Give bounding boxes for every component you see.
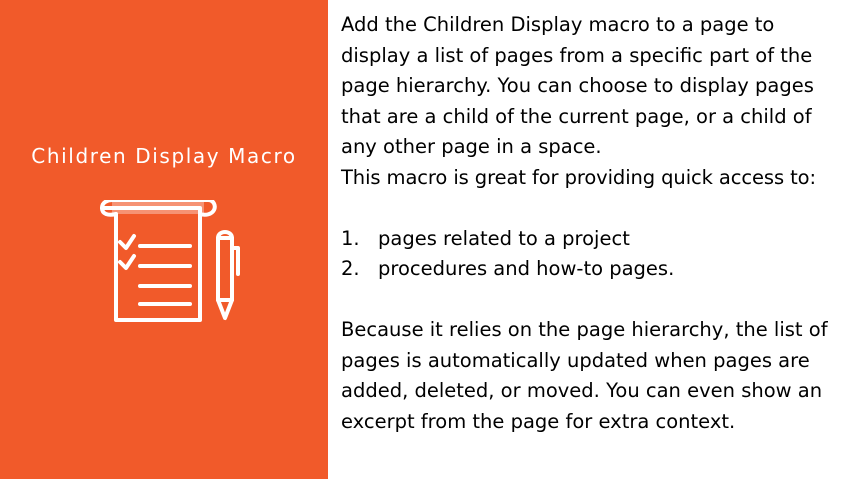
- panel-title: Children Display Macro: [31, 144, 297, 168]
- description-text: [341, 10, 841, 437]
- access-list: [341, 224, 841, 285]
- list-item-text: pages related to a project: [378, 226, 630, 250]
- list-item: [341, 224, 841, 255]
- title-panel: [0, 0, 328, 479]
- spacer: [341, 285, 841, 316]
- lead-line: This macro is great for providing quick access to:: [341, 165, 816, 189]
- list-item-number: 2.: [341, 257, 360, 280]
- checklist-scroll-and-pen-icon: [96, 200, 241, 325]
- list-item: [341, 254, 841, 285]
- list-item-number: 1.: [341, 226, 360, 250]
- closing-paragraph: Because it relies on the page hierarchy, the list of pages is automatically updated when pages are added, deleted, or moved. You can even show an excerpt from the page for extra context.: [341, 318, 828, 433]
- list-item-text: procedures and how-to pages.: [378, 257, 675, 280]
- spacer: [341, 193, 841, 224]
- intro-paragraph: Add the Children Display macro to a page to display a list of pages from a specific part of the page hierarchy. You can choose to display pages that are a child of the current page, or a child of any other page in a space.: [341, 13, 814, 158]
